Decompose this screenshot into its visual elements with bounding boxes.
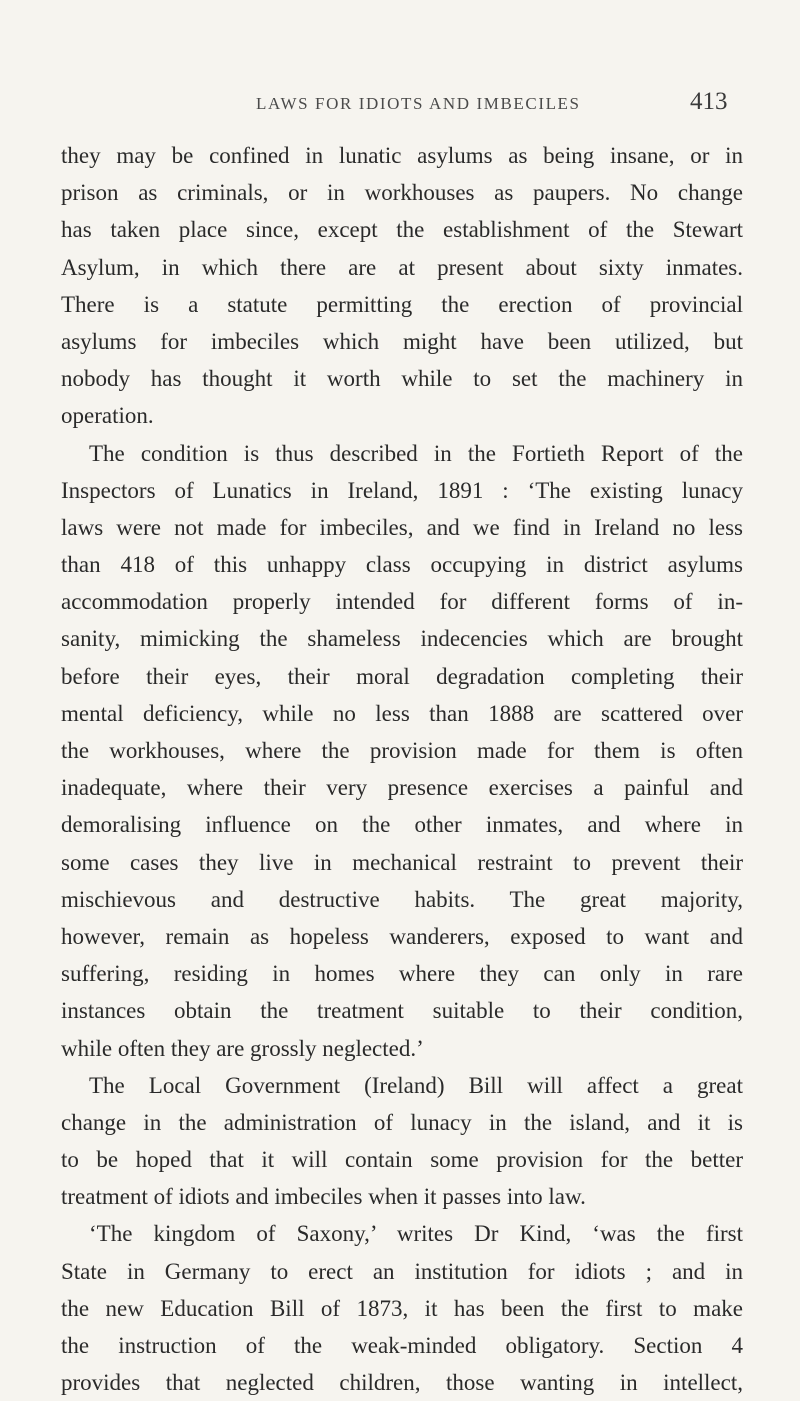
text-line: the instruction of the weak-minded obligatory. Section 4 [61, 1333, 743, 1358]
text-line: treatment of idiots and imbeciles when it passes into law. [61, 1184, 586, 1210]
text-line: laws were not made for imbeciles, and we find in Ireland no less [61, 514, 743, 540]
text-line: accommodation properly intended for different forms of in- [61, 589, 743, 615]
running-header [0, 88, 800, 128]
text-line: than 418 of this unhappy class occupying in district asylums [61, 552, 743, 578]
text-line: however, remain as hopeless wanderers, exposed to want and [61, 923, 743, 949]
text-line: prison as criminals, or in workhouses as paupers. No change [61, 180, 743, 206]
running-title: LAWS FOR IDIOTS AND IMBECILES [256, 94, 581, 113]
text-line: mischievous and destructive habits. The great majority, [61, 886, 743, 912]
text-line: asylums for imbeciles which might have been utilized, but [61, 328, 743, 354]
page-number: 413 [690, 88, 728, 115]
text-line: State in Germany to erect an institution for idiots ; and in [61, 1258, 743, 1284]
text-line: while often they are grossly neglected.’ [61, 1035, 424, 1061]
text-line: the new Education Bill of 1873, it has been the first to make [61, 1295, 743, 1321]
text-line: some cases they live in mechanical restraint to prevent their [61, 849, 743, 875]
page-body-text [61, 137, 743, 1401]
text-line: The Local Government (Ireland) Bill will affect a great [89, 1072, 743, 1098]
text-line: they may be confined in lunatic asylums as being insane, or in [61, 143, 743, 168]
text-line: instances obtain the treatment suitable to their condition, [61, 998, 743, 1024]
text-line: change in the administration of lunacy in the island, and it is [61, 1109, 743, 1135]
text-line: mental deficiency, while no less than 1888 are scattered over [61, 700, 743, 726]
text-line: provides that neglected children, those wanting in intellect, [61, 1370, 743, 1396]
text-line: ‘The kingdom of Saxony,’ writes Dr Kind, ‘was the first [89, 1221, 743, 1247]
text-line: Inspectors of Lunatics in Ireland, 1891 : ‘The existing lunacy [61, 477, 743, 503]
text-line: operation. [61, 403, 154, 429]
text-line: The condition is thus described in the Fortieth Report of the [89, 440, 743, 466]
text-line: to be hoped that it will contain some provision for the better [61, 1147, 743, 1173]
text-line: before their eyes, their moral degradation completing their [61, 663, 743, 689]
text-line: has taken place since, except the establishment of the Stewart [61, 217, 743, 243]
text-line: nobody has thought it worth while to set the machinery in [61, 366, 743, 392]
text-line: inadequate, where their very presence exercises a painful and [61, 775, 743, 801]
text-line: Asylum, in which there are at present about sixty inmates. [61, 254, 743, 280]
text-line: sanity, mimicking the shameless indecencies which are brought [61, 626, 743, 652]
text-line: There is a statute permitting the erection of provincial [61, 291, 743, 317]
text-line: suffering, residing in homes where they can only in rare [61, 961, 743, 987]
text-line: demoralising influence on the other inmates, and where in [61, 812, 743, 838]
text-line: the workhouses, where the provision made for them is often [61, 738, 743, 763]
